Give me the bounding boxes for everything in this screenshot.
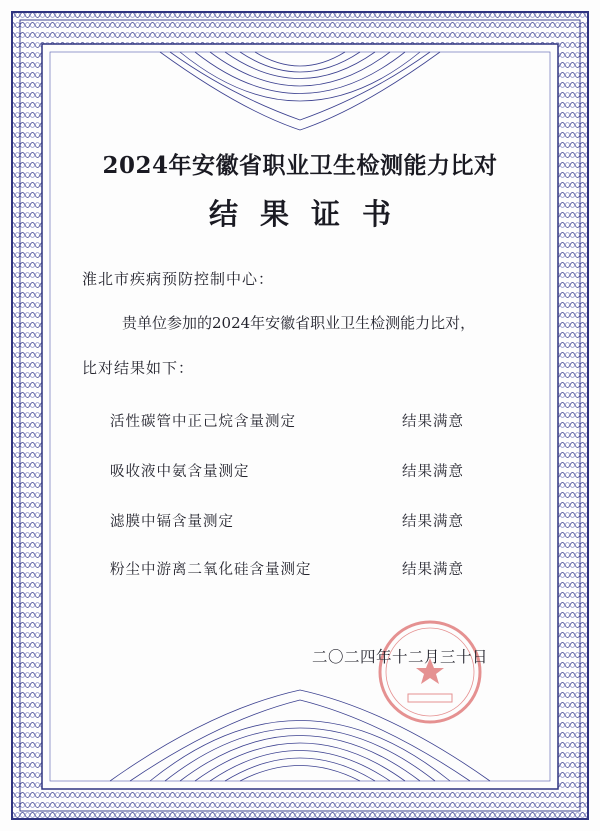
top-ornament <box>160 52 440 130</box>
test-name: 吸收液中氨含量测定 <box>110 464 250 480</box>
test-name: 活性碳管中正己烷含量测定 <box>110 414 296 430</box>
result-row <box>110 558 464 579</box>
test-name: 滤膜中镉含量测定 <box>110 514 234 530</box>
test-result: 结果满意 <box>402 464 464 480</box>
test-name: 粉尘中游离二氧化硅含量测定 <box>110 562 312 578</box>
official-seal <box>376 618 484 726</box>
test-result: 结果满意 <box>402 514 464 530</box>
issue-date: 二〇二四年十二月三十日 <box>312 648 489 666</box>
recipient: 淮北市疾病预防控制中心： <box>82 270 275 288</box>
intro-text: 贵单位参加的2024年安徽省职业卫生检测能力比对， <box>122 314 476 332</box>
result-row <box>110 460 464 481</box>
certificate-subtitle: 结果证书 <box>208 197 413 231</box>
certificate-title: 2024年安徽省职业卫生检测能力比对 <box>102 152 498 179</box>
test-result: 结果满意 <box>402 414 464 430</box>
result-row <box>110 510 464 531</box>
result-row <box>110 410 464 431</box>
results-lead: 比对结果如下： <box>82 359 195 377</box>
test-result: 结果满意 <box>402 562 464 578</box>
